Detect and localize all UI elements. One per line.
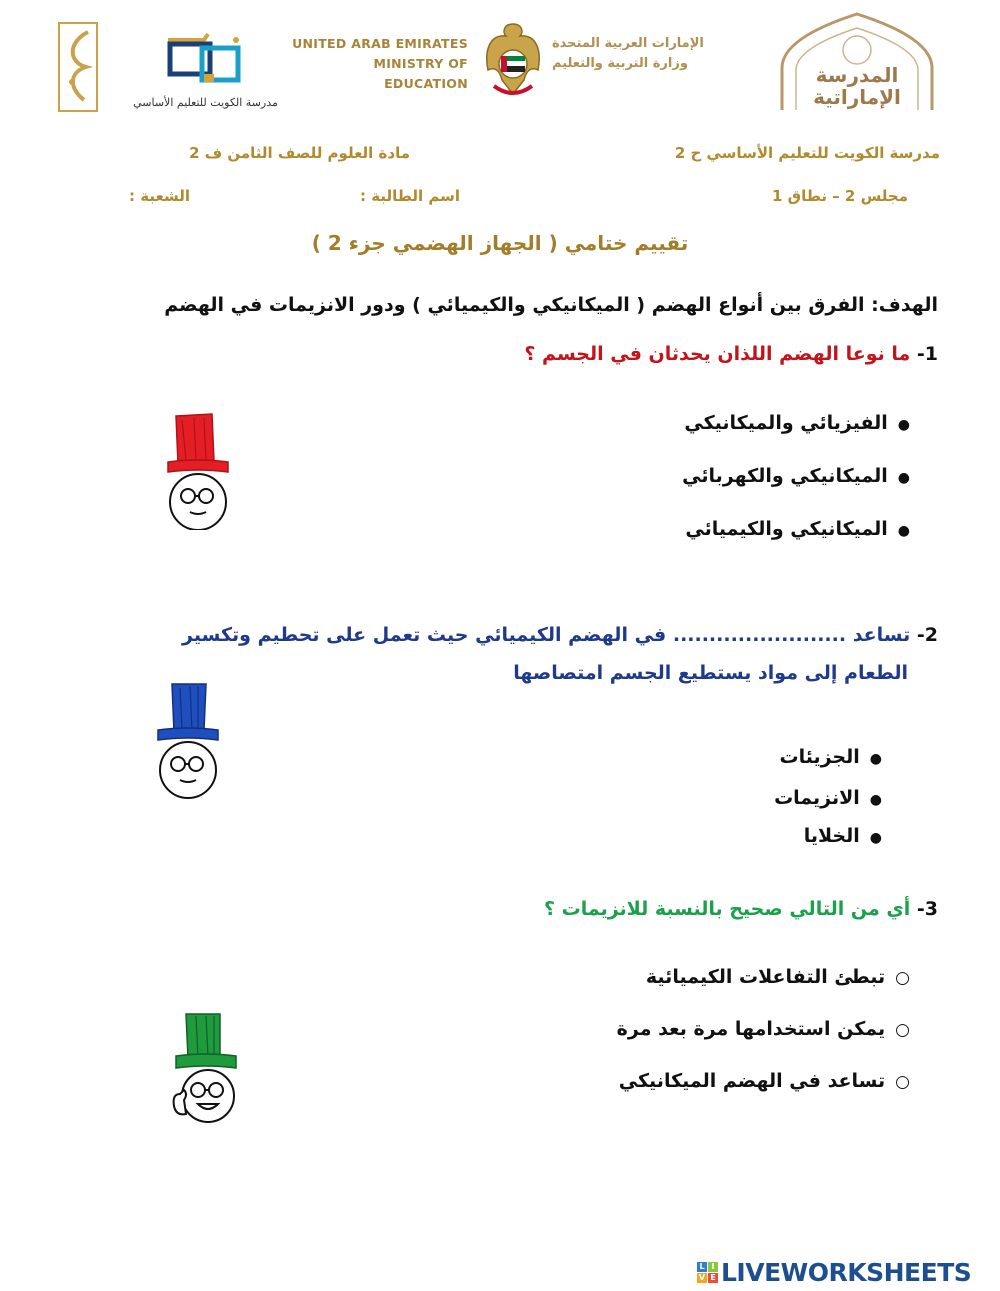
q1-option-2-label: الميكانيكي والكهربائي (682, 465, 888, 487)
bullet-icon: ● (869, 830, 882, 846)
question-1 (498, 343, 938, 365)
q3-option-2-label: يمكن استخدامها مرة بعد مرة (616, 1018, 886, 1040)
question-3-text: أي من التالي صحيح بالنسبة للانزيمات ؟ (543, 898, 911, 920)
bullet-icon: ● (869, 792, 882, 808)
ministry-ar-line-2: وزارة التربية والتعليم (552, 56, 688, 71)
question-2-line-2: الطعام إلى مواد يستطيع الجسم امتصاصها (513, 662, 908, 684)
page-title: تقييم ختامي ( الجهاز الهضمي جزء 2 ) (311, 231, 689, 255)
ministry-en-line-1: UNITED ARAB EMIRATES (292, 36, 468, 51)
q1-option-3[interactable] (590, 518, 910, 540)
question-3-number: 3- (916, 898, 938, 920)
radio-circle-icon: ○ (895, 1020, 910, 1040)
q2-option-1[interactable] (682, 746, 882, 768)
kuwait-school-logo (128, 26, 288, 121)
question-1-number: 1- (916, 343, 938, 365)
ministry-name-arabic (552, 34, 742, 74)
emirati-school-logo-text: المدرسة الإماراتية (813, 63, 901, 109)
question-1-text: ما نوعا الهضم اللذان يحدثان في الجسم ؟ (524, 343, 911, 365)
badge-letter-i: I (708, 1262, 718, 1272)
uae-emblem-icon (480, 20, 546, 100)
council-label: مجلس 2 – نطاق 1 (772, 187, 908, 205)
learning-goal: الهدف: الفرق بين أنواع الهضم ( الميكانيكي والكيميائي ) ودور الانزيمات في الهضم (164, 294, 938, 316)
student-name-label: اسم الطالبة : (360, 187, 460, 205)
green-hat-face-icon (170, 1010, 246, 1126)
q2-option-3[interactable] (682, 825, 882, 847)
q2-option-2-label: الانزيمات (774, 787, 860, 809)
question-3 (498, 898, 938, 920)
ministry-ar-line-1: الإمارات العربية المتحدة (552, 36, 704, 51)
bullet-icon: ● (869, 751, 882, 767)
q1-option-1-label: الفيزيائي والميكانيكي (684, 412, 888, 434)
bullet-icon: ● (897, 523, 910, 539)
q1-option-1[interactable] (590, 412, 910, 434)
subject-name: مادة العلوم للصف الثامن ف 2 (189, 144, 410, 162)
q3-option-1-label: تبطئ التفاعلات الكيميائية (645, 966, 886, 988)
liveworksheets-wordmark: LIVEWORKSHEETS (721, 1257, 972, 1287)
q1-option-3-label: الميكانيكي والكيميائي (685, 518, 888, 540)
emirati-school-logo (774, 12, 940, 112)
liveworksheets-logo[interactable] (697, 1257, 997, 1287)
q3-option-3-label: تساعد في الهضم الميكانيكي (618, 1070, 886, 1092)
q2-option-3-label: الخلايا (803, 825, 860, 847)
radio-circle-icon: ○ (895, 1072, 910, 1092)
q1-option-2[interactable] (590, 465, 910, 487)
live-badge-icon (697, 1262, 718, 1283)
q2-option-1-label: الجزيئات (779, 746, 860, 768)
bullet-icon: ● (897, 470, 910, 486)
ministry-name-english (288, 34, 468, 94)
red-hat-face-icon (164, 410, 234, 530)
bullet-icon: ● (897, 417, 910, 433)
kuwait-school-caption: مدرسة الكويت للتعليم الأساسي (133, 96, 278, 109)
q2-option-2[interactable] (682, 787, 882, 809)
blue-hat-face-icon (154, 680, 224, 800)
question-2-line-1 (158, 624, 938, 646)
calligraphy-logo (58, 22, 98, 112)
question-2-text-1: تساعد ........................ في الهضم الكيميائي حيث تعمل على تحطيم وتكسير (182, 624, 911, 646)
badge-letter-l: L (697, 1262, 707, 1272)
q3-option-3[interactable] (570, 1070, 910, 1092)
question-2-number: 2- (916, 624, 938, 646)
q3-option-1[interactable] (570, 966, 910, 988)
section-label: الشعبة : (129, 187, 190, 205)
q3-option-2[interactable] (570, 1018, 910, 1040)
badge-letter-e: E (708, 1273, 718, 1283)
school-name: مدرسة الكويت للتعليم الأساسي ح 2 (674, 144, 940, 162)
ministry-en-line-2: MINISTRY OF EDUCATION (373, 56, 468, 91)
badge-letter-v: V (698, 1272, 706, 1282)
radio-circle-icon: ○ (895, 968, 910, 988)
